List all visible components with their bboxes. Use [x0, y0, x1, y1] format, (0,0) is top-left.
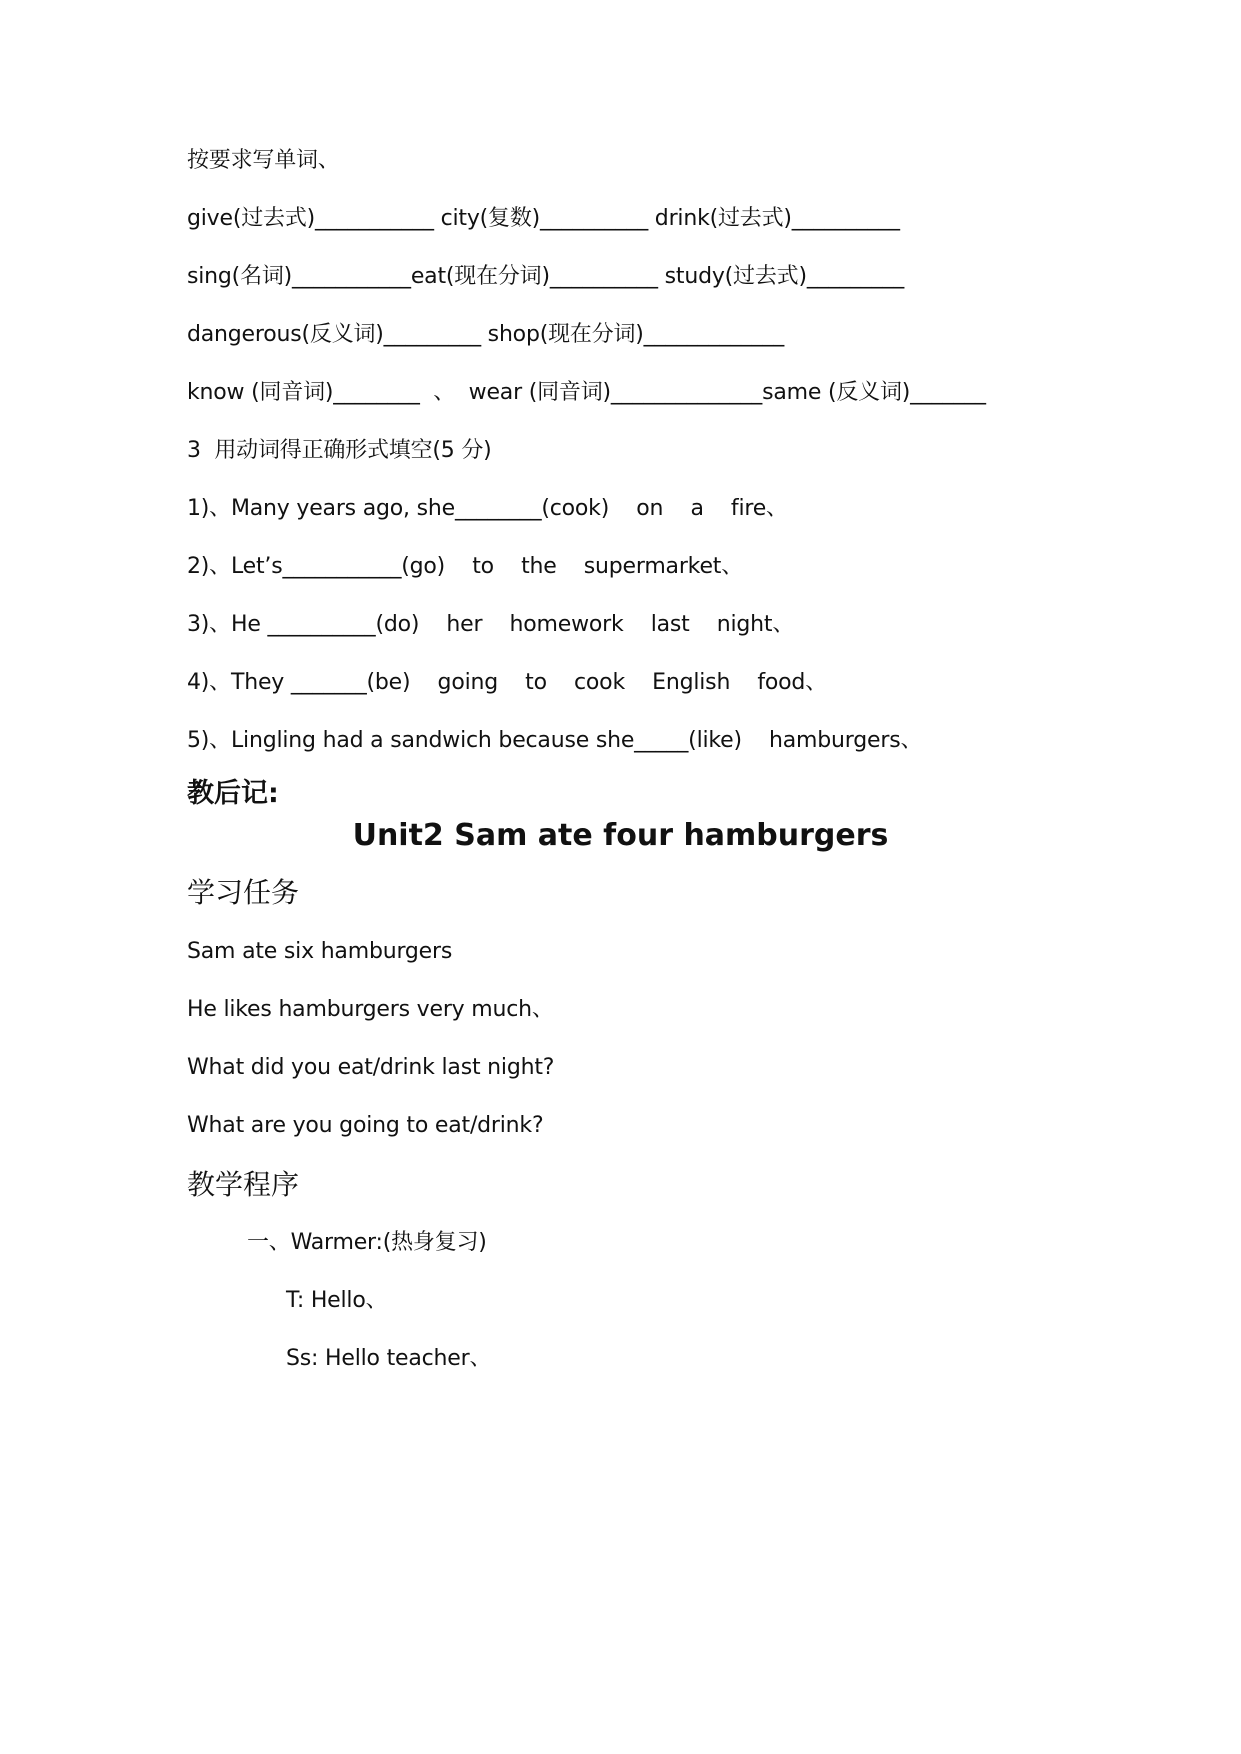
warmer-step: 一、Warmer:(热身复习)	[247, 1230, 487, 1255]
question-2: 2)、Let’s___________(go) to the supermarket、	[187, 554, 744, 579]
dialogue-line: Ss: Hello teacher、	[286, 1346, 492, 1371]
question-1: 1)、Many years ago, she________(cook) on a fire、	[187, 496, 788, 521]
question-5: 5)、Lingling had a sandwich because she_____(like) hamburgers、	[187, 728, 923, 753]
unit-title: Unit2 Sam ate four hamburgers	[352, 818, 889, 853]
question-4: 4)、They _______(be) going to cook English food、	[187, 670, 827, 695]
exercise-line-4: know (同音词)________ 、 wear (同音词)______________same (反义词)_______	[187, 380, 986, 405]
task-item: Sam ate six hamburgers	[187, 939, 453, 964]
task-item: What are you going to eat/drink?	[187, 1113, 544, 1138]
dialogue-line: T: Hello、	[286, 1288, 388, 1313]
exercise-line-1: give(过去式)___________ city(复数)__________ drink(过去式)__________	[187, 206, 900, 231]
question-3: 3)、He __________(do) her homework last night、	[187, 612, 795, 637]
task-item: He likes hamburgers very much、	[187, 997, 554, 1022]
task-item: What did you eat/drink last night?	[187, 1055, 555, 1080]
exercise-instruction: 按要求写单词、	[187, 148, 340, 173]
after-class-notes-label: 教后记:	[187, 778, 279, 809]
tasks-heading: 学习任务	[187, 876, 300, 909]
section-3-instruction: 3 用动词得正确形式填空(5 分)	[187, 438, 492, 463]
procedure-heading: 教学程序	[187, 1168, 300, 1201]
exercise-line-3: dangerous(反义词)_________ shop(现在分词)_____________	[187, 322, 785, 347]
exercise-line-2: sing(名词)___________eat(现在分词)__________ study(过去式)_________	[187, 264, 905, 289]
